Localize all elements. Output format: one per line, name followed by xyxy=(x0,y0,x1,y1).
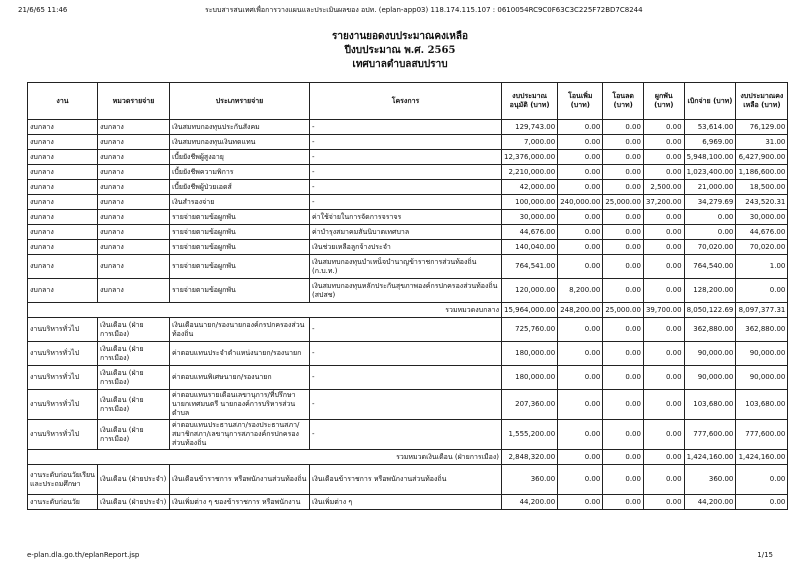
table-cell: งานระดับก่อนวัยเรียนและประถมศึกษา xyxy=(28,465,98,495)
table-cell: งานบริหารทั่วไป xyxy=(28,366,98,390)
table-cell: 0.00 xyxy=(643,150,684,165)
table-row xyxy=(28,210,788,225)
table-cell: 42,000.00 xyxy=(502,180,558,195)
print-datetime: 21/6/65 11:46 xyxy=(18,6,68,14)
subtotal-label: รวมหมวดเงินเดือน (ฝ่ายการเมือง) xyxy=(28,450,502,465)
table-cell: ค่าตอบแทนรายเดือนเลขานุการ/ที่ปรึกษานายกเทศมนตรี นายกองค์การบริหารส่วนตำบล xyxy=(170,390,310,420)
col-header: ประเภทรายจ่าย xyxy=(170,83,310,120)
table-cell: 0.00 xyxy=(736,495,788,510)
table-cell: 0.00 xyxy=(603,495,644,510)
table-cell: รายจ่ายตามข้อผูกพัน xyxy=(170,210,310,225)
table-cell: - xyxy=(310,165,502,180)
table-cell: 0.00 xyxy=(558,390,603,420)
table-cell: 240,000.00 xyxy=(558,195,603,210)
table-cell: 0.00 xyxy=(558,420,603,450)
table-cell: 0.00 xyxy=(603,210,644,225)
table-cell: งบกลาง xyxy=(98,210,170,225)
col-header: โครงการ xyxy=(310,83,502,120)
table-cell: - xyxy=(310,390,502,420)
table-cell: 0.00 xyxy=(643,318,684,342)
table-cell: 0.00 xyxy=(558,165,603,180)
table-cell: 0.00 xyxy=(558,318,603,342)
subtotal-cell: 248,200.00 xyxy=(558,303,603,318)
subtotal-cell: 0.00 xyxy=(603,450,644,465)
table-cell: 18,500.00 xyxy=(736,180,788,195)
table-cell: งานบริหารทั่วไป xyxy=(28,420,98,450)
table-cell: เงินเพิ่มต่าง ๆ ของข้าราชการ หรือพนักงาน xyxy=(170,495,310,510)
table-cell: งบกลาง xyxy=(28,180,98,195)
table-cell: รายจ่ายตามข้อผูกพัน xyxy=(170,279,310,303)
page-number: 1/15 xyxy=(757,551,773,559)
subtotal-cell: 15,964,000.00 xyxy=(502,303,558,318)
table-cell: ค่าบำรุงสมาคมสันนิบาตเทศบาล xyxy=(310,225,502,240)
table-cell: 0.00 xyxy=(603,342,644,366)
table-cell: เงินสำรองจ่าย xyxy=(170,195,310,210)
table-cell: 0.00 xyxy=(643,465,684,495)
col-header: งบประมาณอนุมัติ (บาท) xyxy=(502,83,558,120)
table-cell: งานระดับก่อนวัย xyxy=(28,495,98,510)
table-cell: 90,000.00 xyxy=(684,342,736,366)
table-cell: 0.00 xyxy=(643,210,684,225)
table-header-row xyxy=(28,83,788,120)
table-row xyxy=(28,120,788,135)
table-cell: งานบริหารทั่วไป xyxy=(28,390,98,420)
table-cell: 1.00 xyxy=(736,255,788,279)
table-cell: 70,020.00 xyxy=(736,240,788,255)
table-cell: เงินเดือน (ฝ่ายการเมือง) xyxy=(98,342,170,366)
table-cell: 360.00 xyxy=(502,465,558,495)
table-cell: 180,000.00 xyxy=(502,366,558,390)
table-row xyxy=(28,342,788,366)
table-cell: 31.00 xyxy=(736,135,788,150)
table-cell: 1,555,200.00 xyxy=(502,420,558,450)
table-cell: 0.00 xyxy=(603,165,644,180)
table-cell: 0.00 xyxy=(558,255,603,279)
table-cell: เงินช่วยเหลือลูกจ้างประจำ xyxy=(310,240,502,255)
table-cell: เงินสมทบกองทุนประกันสังคม xyxy=(170,120,310,135)
table-cell: 0.00 xyxy=(603,120,644,135)
col-header: งาน xyxy=(28,83,98,120)
col-header: หมวดรายจ่าย xyxy=(98,83,170,120)
table-cell: ค่าตอบแทนประจำตำแหน่งนายก/รองนายก xyxy=(170,342,310,366)
table-cell: 0.00 xyxy=(603,279,644,303)
table-cell: 53,614.00 xyxy=(684,120,736,135)
table-cell: เงินเดือน (ฝ่ายการเมือง) xyxy=(98,318,170,342)
table-cell: 0.00 xyxy=(603,180,644,195)
table-cell: 0.00 xyxy=(643,279,684,303)
table-cell: 0.00 xyxy=(643,255,684,279)
table-cell: 30,000.00 xyxy=(736,210,788,225)
table-cell: 90,000.00 xyxy=(736,366,788,390)
col-header: งบประมาณคงเหลือ (บาท) xyxy=(736,83,788,120)
table-cell: 0.00 xyxy=(643,135,684,150)
table-cell: 100,000.00 xyxy=(502,195,558,210)
table-cell: 129,743.00 xyxy=(502,120,558,135)
table-cell: 0.00 xyxy=(558,135,603,150)
table-cell: 6,969.00 xyxy=(684,135,736,150)
table-cell: งบกลาง xyxy=(98,150,170,165)
table-cell: 0.00 xyxy=(736,465,788,495)
table-body xyxy=(28,120,788,510)
table-cell: 0.00 xyxy=(603,135,644,150)
table-cell: - xyxy=(310,342,502,366)
table-cell: งบกลาง xyxy=(28,135,98,150)
table-row xyxy=(28,195,788,210)
table-row xyxy=(28,366,788,390)
table-cell: 0.00 xyxy=(643,390,684,420)
table-cell: - xyxy=(310,420,502,450)
table-cell: งบกลาง xyxy=(98,165,170,180)
table-row xyxy=(28,225,788,240)
table-cell: 6,427,900.00 xyxy=(736,150,788,165)
table-cell: งบกลาง xyxy=(28,195,98,210)
table-cell: 2,210,000.00 xyxy=(502,165,558,180)
table-cell: งบกลาง xyxy=(98,180,170,195)
table-cell: 0.00 xyxy=(558,210,603,225)
table-cell: เบี้ยยังชีพความพิการ xyxy=(170,165,310,180)
table-cell: 140,040.00 xyxy=(502,240,558,255)
report-title-line2: ปีงบประมาณ พ.ศ. 2565 xyxy=(344,45,456,56)
table-cell: ค่าตอบแทนพิเศษนายก/รองนายก xyxy=(170,366,310,390)
table-cell: 76,129.00 xyxy=(736,120,788,135)
table-cell: 0.00 xyxy=(558,366,603,390)
table-cell: 7,000.00 xyxy=(502,135,558,150)
table-cell: - xyxy=(310,195,502,210)
footer-url: e-plan.dla.go.th/eplanReport.jsp xyxy=(27,551,140,559)
table-cell: 128,200.00 xyxy=(684,279,736,303)
table-cell: 0.00 xyxy=(643,240,684,255)
table-row xyxy=(28,240,788,255)
source-line: ระบบสารสนเทศเพื่อการวางแผนและประเมินผลของ อปท. (eplan-app03) 118.174.115.107 : 0610054RC9C0F63C3C225F72BD7C8244 xyxy=(205,6,643,14)
subtotal-cell: 2,848,320.00 xyxy=(502,450,558,465)
table-row xyxy=(28,279,788,303)
table-cell: งบกลาง xyxy=(98,195,170,210)
table-cell: เงินเดือน (ฝ่ายประจำ) xyxy=(98,495,170,510)
table-cell: เงินเดือนข้าราชการ หรือพนักงานส่วนท้องถิ่น xyxy=(310,465,502,495)
table-cell: เงินเดือน (ฝ่ายการเมือง) xyxy=(98,390,170,420)
table-cell: 777,600.00 xyxy=(736,420,788,450)
table-cell: 0.00 xyxy=(603,465,644,495)
table-cell: งบกลาง xyxy=(28,120,98,135)
table-cell: เงินสมทบกองทุนหลักประกันสุขภาพองค์กรปกครองส่วนท้องถิ่น (สปสช) xyxy=(310,279,502,303)
table-cell: งบกลาง xyxy=(28,210,98,225)
table-row xyxy=(28,495,788,510)
table-row xyxy=(28,135,788,150)
table-cell: 0.00 xyxy=(558,465,603,495)
page-header xyxy=(0,4,800,16)
table-cell: 207,360.00 xyxy=(502,390,558,420)
table-cell: 25,000.00 xyxy=(603,195,644,210)
table-cell: 362,880.00 xyxy=(684,318,736,342)
table-cell: 90,000.00 xyxy=(684,366,736,390)
table-cell: 21,000.00 xyxy=(684,180,736,195)
table-row xyxy=(28,150,788,165)
table-cell: - xyxy=(310,150,502,165)
table-cell: 0.00 xyxy=(684,210,736,225)
table-cell: 362,880.00 xyxy=(736,318,788,342)
table-cell: 0.00 xyxy=(643,420,684,450)
table-cell: 44,200.00 xyxy=(502,495,558,510)
subtotal-label: รวมหมวดงบกลาง xyxy=(28,303,502,318)
table-cell: 777,600.00 xyxy=(684,420,736,450)
table-cell: 0.00 xyxy=(558,225,603,240)
table-cell: 0.00 xyxy=(558,150,603,165)
table-cell: 0.00 xyxy=(643,225,684,240)
table-cell: 0.00 xyxy=(558,240,603,255)
table-cell: งบกลาง xyxy=(28,225,98,240)
table-cell: 0.00 xyxy=(603,420,644,450)
table-cell: เงินเดือนข้าราชการ หรือพนักงานส่วนท้องถิ่น xyxy=(170,465,310,495)
table-cell: เงินสมทบกองทุนบำเหน็จบำนาญข้าราชการส่วนท้องถิ่น (ก.บ.ท.) xyxy=(310,255,502,279)
table-row xyxy=(28,390,788,420)
table-cell: ค่าใช้จ่ายในการจัดการจราจร xyxy=(310,210,502,225)
table-cell: งบกลาง xyxy=(98,135,170,150)
table-row xyxy=(28,165,788,180)
subtotal-cell: 39,700.00 xyxy=(643,303,684,318)
table-row xyxy=(28,255,788,279)
table-cell: 34,279.69 xyxy=(684,195,736,210)
table-cell: 0.00 xyxy=(558,342,603,366)
table-cell: ค่าตอบแทนประธานสภา/รองประธานสภา/สมาชิกสภา/เลขานุการสภาองค์กรปกครองส่วนท้องถิ่น xyxy=(170,420,310,450)
table-cell: 764,541.00 xyxy=(502,255,558,279)
col-header: ผูกพัน (บาท) xyxy=(643,83,684,120)
table-cell: 0.00 xyxy=(603,390,644,420)
table-cell: 180,000.00 xyxy=(502,342,558,366)
subtotal-cell: 25,000.00 xyxy=(603,303,644,318)
table-cell: งบกลาง xyxy=(98,279,170,303)
table-cell: 120,000.00 xyxy=(502,279,558,303)
table-cell: 1,186,600.00 xyxy=(736,165,788,180)
table-cell: เงินเดือน (ฝ่ายการเมือง) xyxy=(98,366,170,390)
table-cell: รายจ่ายตามข้อผูกพัน xyxy=(170,255,310,279)
report-title xyxy=(0,30,800,72)
subtotal-row xyxy=(28,450,788,465)
table-cell: งานบริหารทั่วไป xyxy=(28,318,98,342)
table-cell: เงินเดือนนายก/รองนายกองค์กรปกครองส่วนท้องถิ่น xyxy=(170,318,310,342)
table-cell: รายจ่ายตามข้อผูกพัน xyxy=(170,225,310,240)
page-footer xyxy=(0,549,800,561)
table-cell: งบกลาง xyxy=(98,225,170,240)
table-cell: 0.00 xyxy=(603,318,644,342)
table-cell: 1,023,400.00 xyxy=(684,165,736,180)
table-cell: เงินเพิ่มต่าง ๆ xyxy=(310,495,502,510)
table-cell: 30,000.00 xyxy=(502,210,558,225)
table-cell: งบกลาง xyxy=(98,240,170,255)
table-cell: 103,680.00 xyxy=(736,390,788,420)
table-cell: 0.00 xyxy=(603,240,644,255)
table-cell: 70,020.00 xyxy=(684,240,736,255)
table-cell: 0.00 xyxy=(603,225,644,240)
table-cell: งบกลาง xyxy=(28,150,98,165)
table-cell: - xyxy=(310,366,502,390)
subtotal-cell: 0.00 xyxy=(558,450,603,465)
table-cell: 764,540.00 xyxy=(684,255,736,279)
table-row xyxy=(28,318,788,342)
table-cell: 0.00 xyxy=(736,279,788,303)
table-cell: - xyxy=(310,318,502,342)
subtotal-cell: 0.00 xyxy=(643,450,684,465)
table-row xyxy=(28,420,788,450)
table-cell: 0.00 xyxy=(558,495,603,510)
table-cell: เงินสมทบกองทุนเงินทดแทน xyxy=(170,135,310,150)
table-cell: 243,520.31 xyxy=(736,195,788,210)
table-cell: 0.00 xyxy=(643,165,684,180)
table-cell: 37,200.00 xyxy=(643,195,684,210)
table-cell: งบกลาง xyxy=(98,255,170,279)
table-cell: 0.00 xyxy=(684,225,736,240)
table-cell: - xyxy=(310,135,502,150)
table-cell: เงินเดือน (ฝ่ายการเมือง) xyxy=(98,420,170,450)
table-cell: 2,500.00 xyxy=(643,180,684,195)
table-cell: งบกลาง xyxy=(28,165,98,180)
col-header: โอนลด (บาท) xyxy=(603,83,644,120)
table-cell: เบี้ยยังชีพผู้ป่วยเอดส์ xyxy=(170,180,310,195)
table-cell: 0.00 xyxy=(643,120,684,135)
table-cell: 0.00 xyxy=(558,120,603,135)
table-cell: - xyxy=(310,120,502,135)
table-cell: 0.00 xyxy=(643,495,684,510)
table-cell: 0.00 xyxy=(603,366,644,390)
table-cell: รายจ่ายตามข้อผูกพัน xyxy=(170,240,310,255)
col-header: โอนเพิ่ม (บาท) xyxy=(558,83,603,120)
table-cell: 0.00 xyxy=(603,150,644,165)
table-cell: 90,000.00 xyxy=(736,342,788,366)
subtotal-cell: 8,050,122.69 xyxy=(684,303,736,318)
table-cell: 0.00 xyxy=(603,255,644,279)
report-title-line1: รายงานยอดงบประมาณคงเหลือ xyxy=(331,31,469,42)
table-cell: เงินเดือน (ฝ่ายประจำ) xyxy=(98,465,170,495)
table-cell: งบกลาง xyxy=(98,120,170,135)
table-cell: งบกลาง xyxy=(28,279,98,303)
table-cell: 103,680.00 xyxy=(684,390,736,420)
subtotal-row xyxy=(28,303,788,318)
table-cell: 0.00 xyxy=(558,180,603,195)
table-cell: 44,676.00 xyxy=(736,225,788,240)
table-cell: 360.00 xyxy=(684,465,736,495)
subtotal-cell: 8,097,377.31 xyxy=(736,303,788,318)
table-row xyxy=(28,180,788,195)
subtotal-cell: 1,424,160.00 xyxy=(684,450,736,465)
table-cell: 8,200.00 xyxy=(558,279,603,303)
table-cell: 12,376,000.00 xyxy=(502,150,558,165)
col-header: เบิกจ่าย (บาท) xyxy=(684,83,736,120)
table-cell: 44,676.00 xyxy=(502,225,558,240)
table-row xyxy=(28,465,788,495)
table-cell: 44,200.00 xyxy=(684,495,736,510)
budget-table xyxy=(27,82,788,510)
table-cell: 0.00 xyxy=(643,342,684,366)
report-title-line3: เทศบาลตำบลสบปราบ xyxy=(352,59,448,70)
table-cell: เบี้ยยังชีพผู้สูงอายุ xyxy=(170,150,310,165)
table-cell: 0.00 xyxy=(643,366,684,390)
table-cell: งบกลาง xyxy=(28,240,98,255)
subtotal-cell: 1,424,160.00 xyxy=(736,450,788,465)
table-cell: งบกลาง xyxy=(28,255,98,279)
table-cell: งานบริหารทั่วไป xyxy=(28,342,98,366)
table-cell: 725,760.00 xyxy=(502,318,558,342)
table-cell: - xyxy=(310,180,502,195)
table-cell: 5,948,100.00 xyxy=(684,150,736,165)
